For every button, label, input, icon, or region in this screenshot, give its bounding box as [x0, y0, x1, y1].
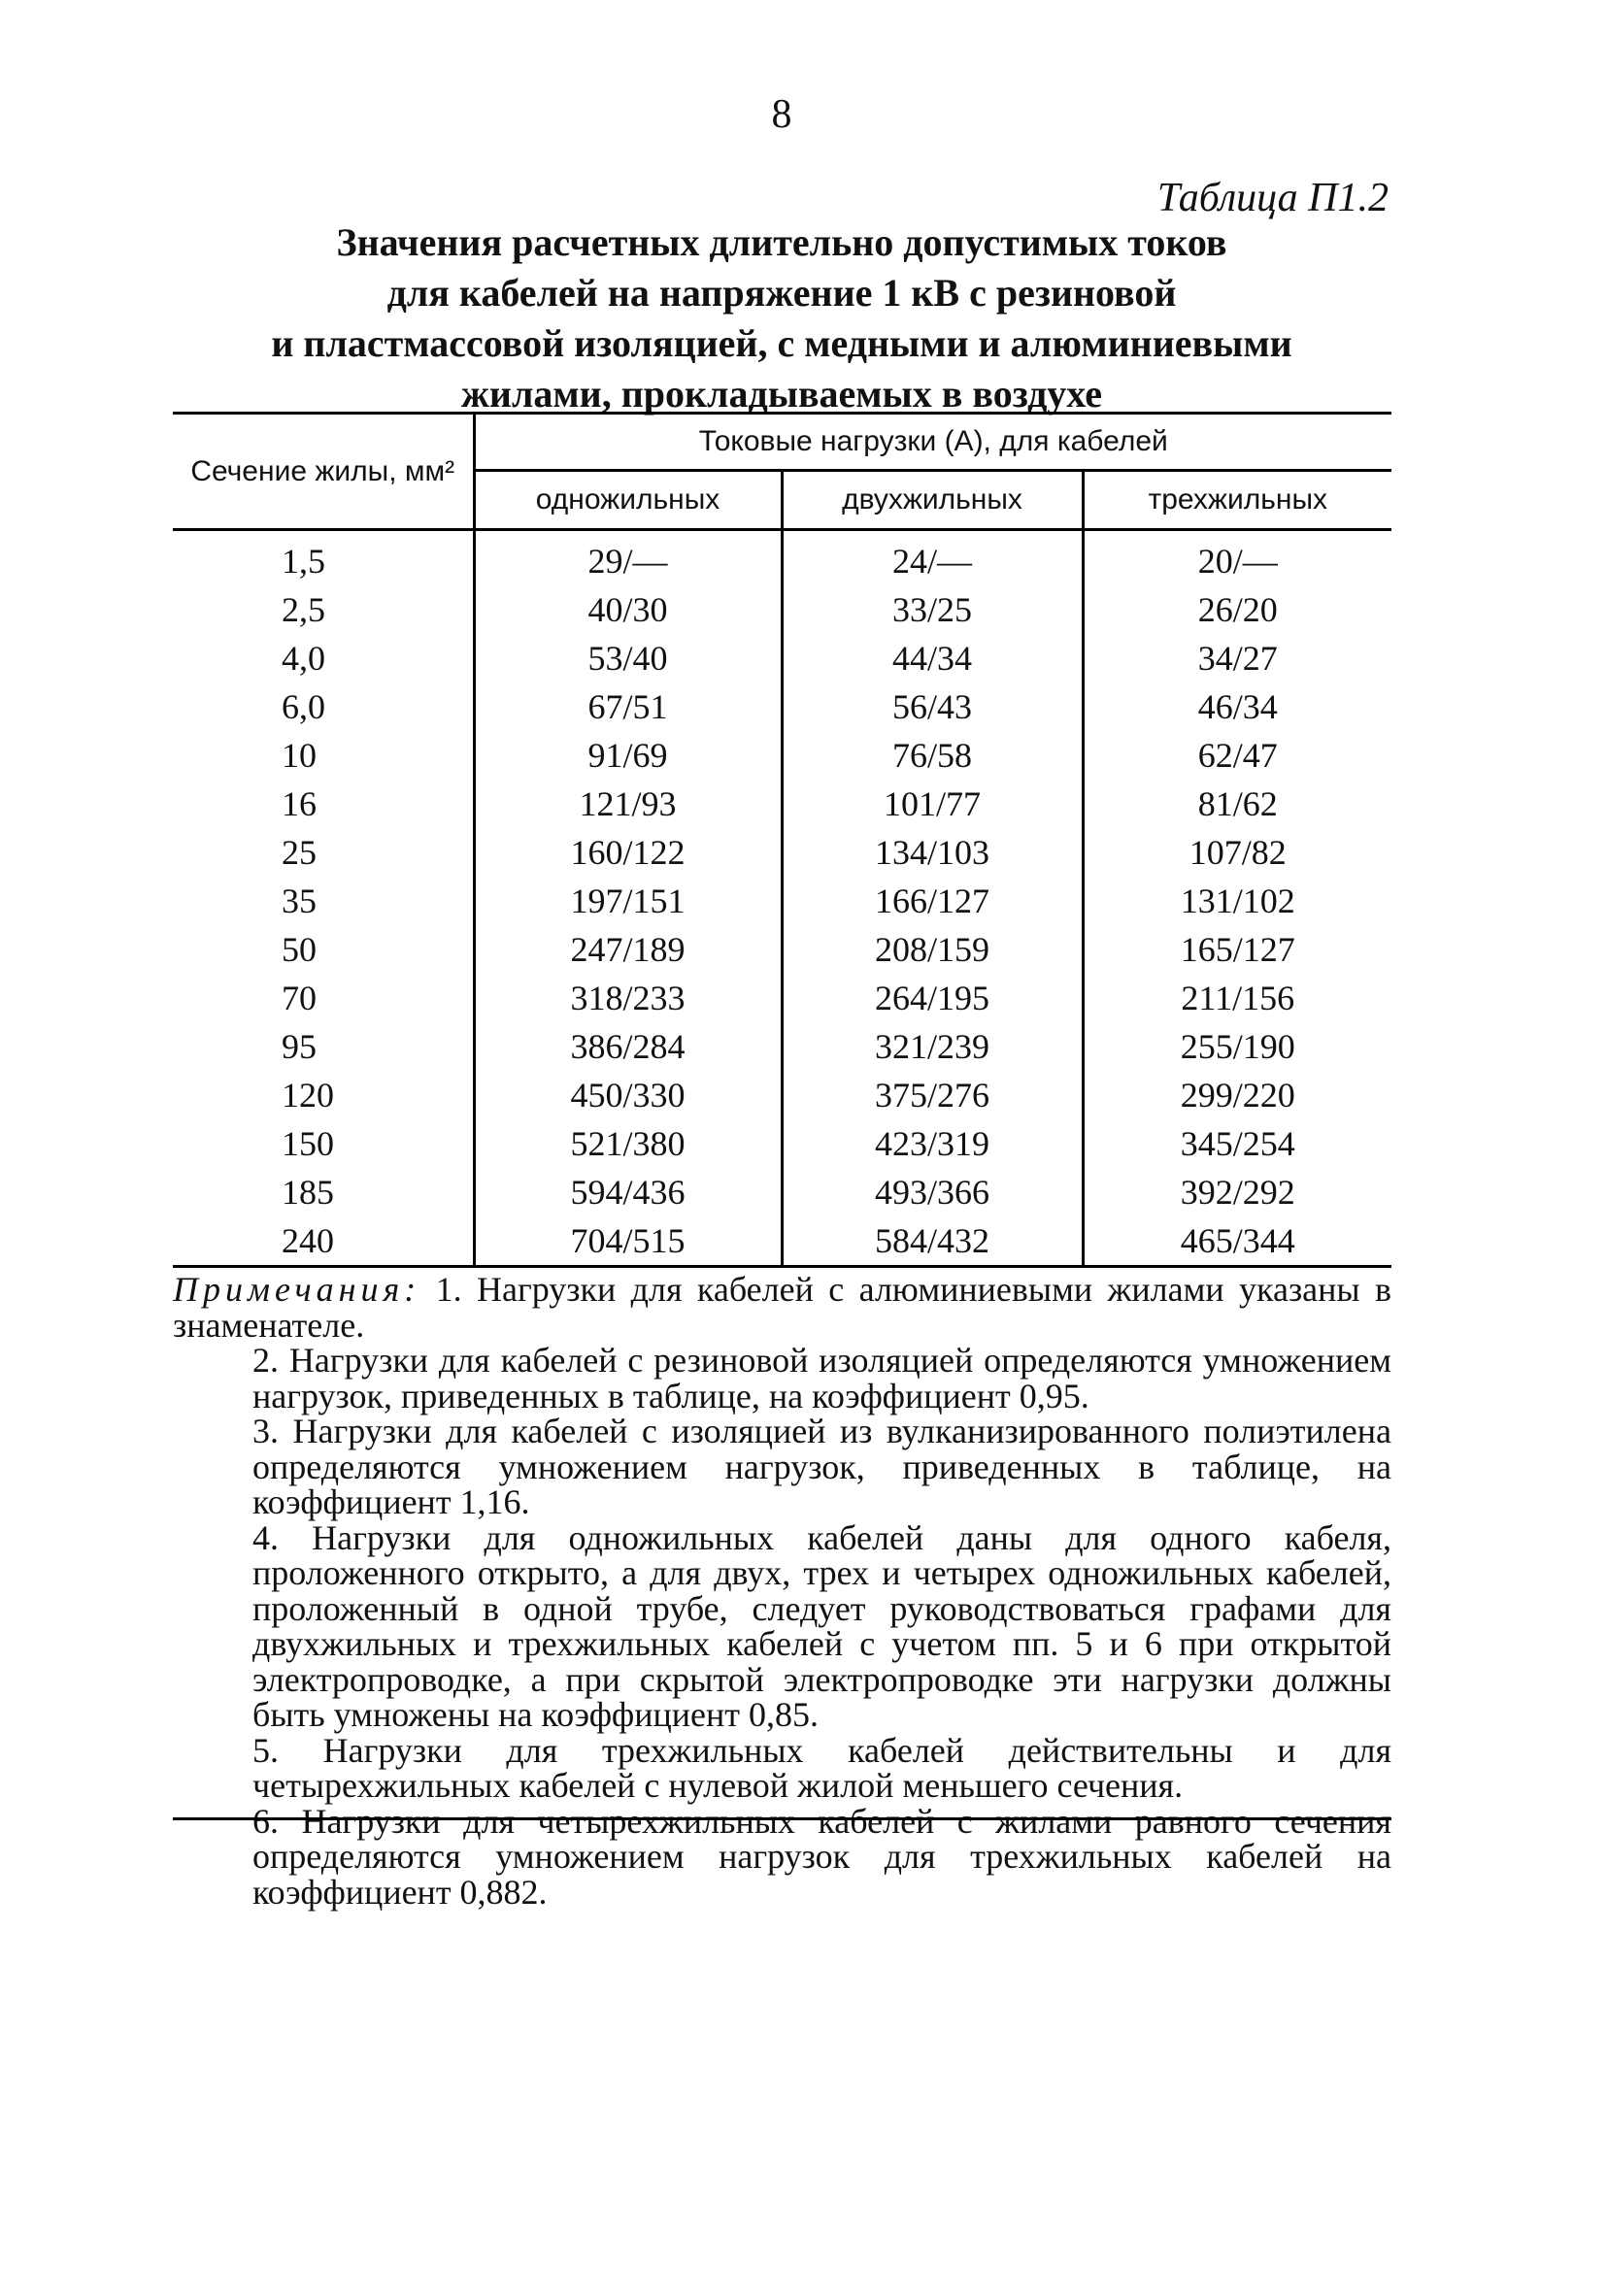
load-cell: 76/58: [782, 731, 1083, 780]
load-cell: 56/43: [782, 682, 1083, 731]
load-cell: 321/239: [782, 1022, 1083, 1071]
bottom-divider: [173, 1817, 1391, 1820]
load-cell: 386/284: [474, 1022, 782, 1071]
load-cell: 211/156: [1083, 974, 1391, 1022]
load-cell: 34/27: [1083, 634, 1391, 682]
notes-block: [173, 1272, 1391, 1910]
load-cell: 423/319: [782, 1119, 1083, 1168]
section-cell: 70: [282, 979, 317, 1017]
note-item: 4. Нагрузки для одножильных кабелей даны для одного кабеля, проложенного открыто, а для двух, трех и четырех одножильных кабелей, проложенный в одной трубе, следует руководствоваться графами для двухжильных и трехжильных кабелей с учетом пп. 5 и 6 при открытой электропроводке, а при скрытой электропроводке эти нагрузки должны быть умножены на коэффициент 0,85.: [252, 1517, 1391, 1734]
table-row: [173, 780, 1391, 828]
section-column-header: Сечение жилы, мм²: [173, 414, 474, 530]
table-row: [173, 530, 1391, 586]
section-cell: 6,0: [282, 687, 325, 726]
title-line: для кабелей на напряжение 1 кВ с резиновой: [386, 271, 1177, 315]
load-cell: 67/51: [474, 682, 782, 731]
column-header-single-core: одножильных: [474, 471, 782, 530]
table-row: [173, 1022, 1391, 1071]
page-number: 8: [771, 92, 792, 137]
section-cell: 120: [282, 1076, 334, 1115]
title-line: и пластмассовой изоляцией, с медными и алюминиевыми: [271, 321, 1292, 365]
load-cell: 521/380: [474, 1119, 782, 1168]
load-cell: 26/20: [1083, 585, 1391, 634]
load-cell: 299/220: [1083, 1071, 1391, 1119]
load-cell: 46/34: [1083, 682, 1391, 731]
load-cell: 345/254: [1083, 1119, 1391, 1168]
load-cell: 121/93: [474, 780, 782, 828]
table-row: [173, 1168, 1391, 1216]
table-body: [173, 530, 1391, 1267]
section-cell: 1,5: [282, 542, 325, 581]
note-item: [173, 1272, 1391, 1343]
load-cell: 318/233: [474, 974, 782, 1022]
load-cell: 101/77: [782, 780, 1083, 828]
load-cell: 197/151: [474, 877, 782, 925]
note-item: 6. Нагрузки для четырехжильных кабелей с жилами равного сечения определяются умножением нагрузок для трехжильных кабелей на коэффициент 0,882.: [252, 1801, 1391, 1912]
table-row: [173, 1216, 1391, 1267]
table-row: [173, 828, 1391, 877]
table-row: [173, 877, 1391, 925]
section-cell: 16: [282, 784, 317, 823]
section-cell: 2,5: [282, 590, 325, 629]
table-row: [173, 925, 1391, 974]
section-cell: 150: [282, 1124, 334, 1163]
load-cell: 29/—: [474, 530, 782, 586]
column-header-two-core: двухжильных: [782, 471, 1083, 530]
title-line: жилами, прокладываемых в воздухе: [460, 372, 1103, 416]
notes-lead: Примечания:: [173, 1270, 421, 1309]
load-cell: 24/—: [782, 530, 1083, 586]
section-cell: 35: [282, 882, 317, 920]
table-row: [173, 634, 1391, 682]
table-title: [155, 217, 1408, 419]
section-cell: 4,0: [282, 639, 325, 678]
load-cell: 44/34: [782, 634, 1083, 682]
load-cell: 493/366: [782, 1168, 1083, 1216]
table-row: [173, 1071, 1391, 1119]
table-reference: Таблица П1.2: [1156, 176, 1389, 220]
load-cell: 584/432: [782, 1216, 1083, 1267]
section-cell: 10: [282, 736, 317, 775]
table-row: [173, 682, 1391, 731]
section-cell: 240: [282, 1221, 334, 1260]
note-item: 2. Нагрузки для кабелей с резиновой изоляцией определяются умножением нагрузок, приведенных в таблице, на коэффициент 0,95.: [252, 1341, 1391, 1415]
table-row: [173, 1119, 1391, 1168]
load-cell: 247/189: [474, 925, 782, 974]
section-cell: 95: [282, 1027, 317, 1066]
current-load-group-header: Токовые нагрузки (А), для кабелей: [474, 414, 1391, 471]
load-cell: 594/436: [474, 1168, 782, 1216]
load-cell: 134/103: [782, 828, 1083, 877]
load-cell: 450/330: [474, 1071, 782, 1119]
load-cell: 375/276: [782, 1071, 1083, 1119]
title-line: Значения расчетных длительно допустимых токов: [336, 220, 1227, 264]
section-cell: 25: [282, 833, 317, 872]
table-row: [173, 731, 1391, 780]
load-cell: 165/127: [1083, 925, 1391, 974]
column-header-three-core: трехжильных: [1083, 471, 1391, 530]
load-cell: 20/—: [1083, 530, 1391, 586]
load-cell: 62/47: [1083, 731, 1391, 780]
note-item: 3. Нагрузки для кабелей с изоляцией из вулканизированного полиэтилена определяются умножением нагрузок, приведенных в таблице, на коэффициент 1,16.: [252, 1412, 1391, 1521]
load-cell: 208/159: [782, 925, 1083, 974]
load-cell: 131/102: [1083, 877, 1391, 925]
load-cell: 40/30: [474, 585, 782, 634]
load-cell: 392/292: [1083, 1168, 1391, 1216]
load-cell: 264/195: [782, 974, 1083, 1022]
load-cell: 91/69: [474, 731, 782, 780]
load-cell: 53/40: [474, 634, 782, 682]
load-cell: 255/190: [1083, 1022, 1391, 1071]
load-cell: 81/62: [1083, 780, 1391, 828]
table-row: [173, 585, 1391, 634]
load-cell: 166/127: [782, 877, 1083, 925]
load-cell: 33/25: [782, 585, 1083, 634]
section-cell: 50: [282, 930, 317, 969]
load-cell: 160/122: [474, 828, 782, 877]
load-cell: 465/344: [1083, 1216, 1391, 1267]
section-cell: 185: [282, 1173, 334, 1212]
load-cell: 107/82: [1083, 828, 1391, 877]
note-text: 1. Нагрузки для кабелей с алюминиевыми жилами указаны в знаменателе.: [173, 1270, 1392, 1345]
load-cell: 704/515: [474, 1216, 782, 1267]
current-load-table: [173, 412, 1391, 1268]
note-item: 5. Нагрузки для трехжильных кабелей действительны и для четырехжильных кабелей с нулевой жилой меньшего сечения.: [252, 1730, 1391, 1805]
table-row: [173, 974, 1391, 1022]
